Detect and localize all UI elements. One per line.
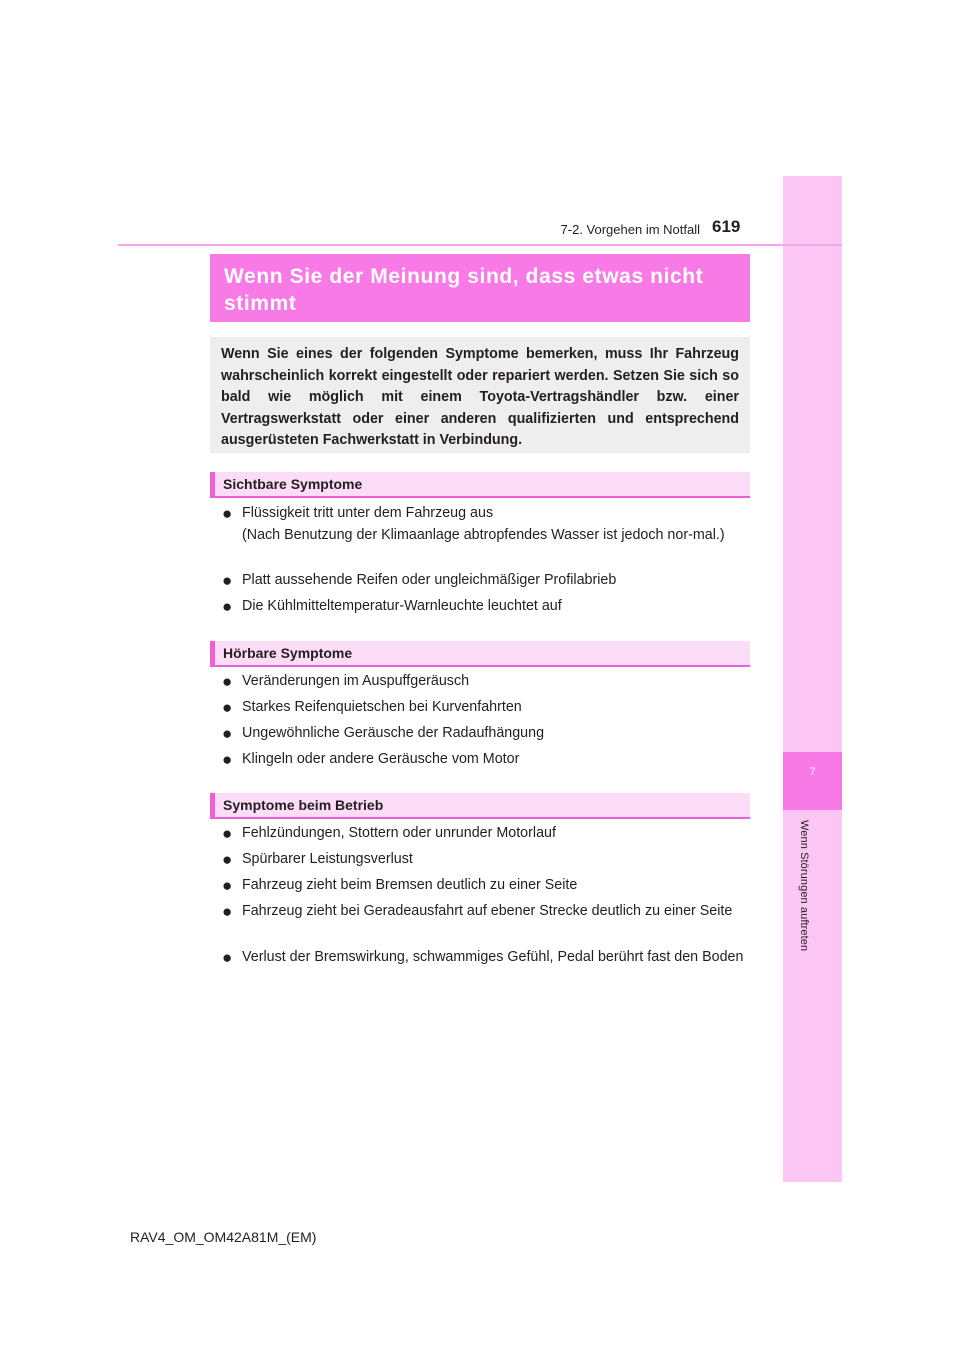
list-item [222,875,745,897]
list-item [222,570,745,592]
list-item [222,849,745,871]
section-heading-label: Hörbare Symptome [223,645,353,661]
section-heading-label: Sichtbare Symptome [223,476,363,492]
list-item-text: Die Kühlmitteltemperatur-Warnleuchte leuchtet auf [242,598,562,614]
header-rule [118,244,842,246]
intro-text: Wenn Sie eines der folgenden Symptome bemerken, muss Ihr Fahrzeug wahrscheinlich korrekt eingestellt oder repariert werden. Setzen Sie sich so bald wie möglich mit einem Toyota-Vertragshändler bzw. einer Vertragswerkstatt oder einer anderen qualifizierten und entsprechend ausgerüsteten Fachwerkstatt in Verbindung. [221,346,739,448]
list-item [222,596,745,618]
bullet-icon: ● [222,850,233,869]
section-heading-audible [210,641,750,667]
list-item [222,723,745,745]
section-heading-bar [210,793,215,819]
bullet-icon: ● [222,876,233,895]
list-item [222,749,745,771]
list-item-text: Spürbarer Leistungsverlust [242,851,413,867]
list-item-text: Flüssigkeit tritt unter dem Fahrzeug aus (Nach Benutzung der Klimaanlage abtropfendes Wasser ist jedoch nor-mal.) [242,505,725,543]
list-item-text: Ungewöhnliche Geräusche der Radaufhängung [242,725,545,741]
chapter-number: 7 [809,766,816,778]
list-item-text: Verlust der Bremswirkung, schwammiges Gefühl, Pedal berührt fast den Boden [242,949,744,965]
bullet-icon: ● [222,902,233,921]
footer-doc-code: RAV4_OM_OM42A81M_(EM) [130,1229,317,1245]
list-item-text: Platt aussehende Reifen oder ungleichmäßiger Profilabrieb [242,572,617,588]
list-item [222,671,745,693]
chapter-side-tab [783,176,842,1182]
bullet-icon: ● [222,948,233,967]
page-title-box [210,254,750,322]
section-heading-bar [210,472,215,498]
list-item-text: Veränderungen im Auspuffgeräusch [242,673,470,689]
bullet-icon: ● [222,698,233,717]
bullet-icon: ● [222,672,233,691]
section-heading-label: Symptome beim Betrieb [223,797,384,813]
chapter-number-marker [783,752,842,810]
list-item [222,947,745,969]
section-path: 7-2. Vorgehen im Notfall [560,222,700,237]
list-item-text: Starkes Reifenquietschen bei Kurvenfahrten [242,699,522,715]
bullet-icon: ● [222,824,233,843]
list-item [222,503,745,546]
section-heading-bar [210,641,215,667]
page-title: Wenn Sie der Meinung sind, dass etwas nicht stimmt [224,265,704,315]
list-item [222,901,745,923]
bullet-icon: ● [222,724,233,743]
section-heading-operation [210,793,750,819]
list-item-text: Klingeln oder andere Geräusche vom Motor [242,751,520,767]
list-item-text: Fahrzeug zieht bei Geradeausfahrt auf ebener Strecke deutlich zu einer Seite [242,903,733,919]
chapter-title: Wenn Störungen auftreten [798,820,810,952]
list-item-text: Fahrzeug zieht beim Bremsen deutlich zu einer Seite [242,877,578,893]
page-number: 619 [712,217,741,236]
bullet-icon: ● [222,597,233,616]
section-heading-visible [210,472,750,498]
list-item-text: Fehlzündungen, Stottern oder unrunder Motorlauf [242,825,556,841]
bullet-icon: ● [222,571,233,590]
list-item [222,697,745,719]
list-item [222,823,745,845]
bullet-icon: ● [222,504,233,523]
bullet-icon: ● [222,750,233,769]
intro-box [210,337,750,453]
